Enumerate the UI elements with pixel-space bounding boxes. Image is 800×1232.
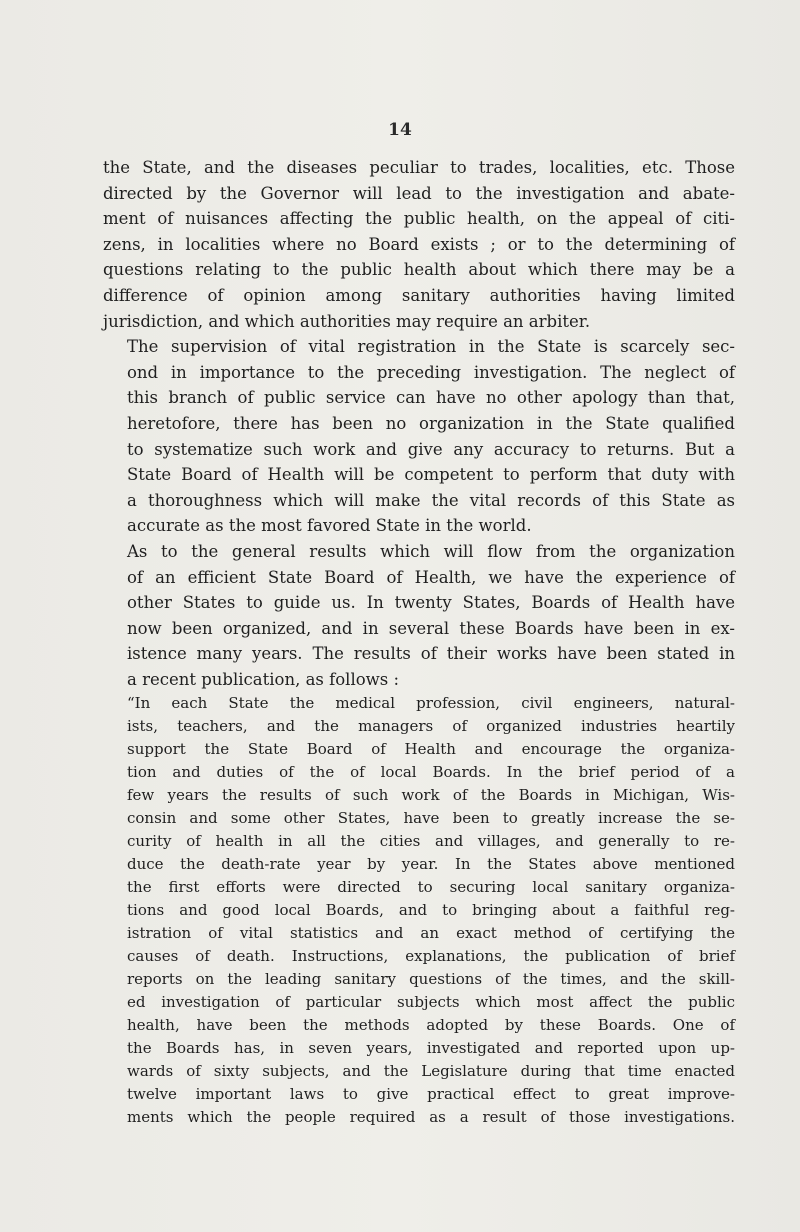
quote-line: wards of sixty subjects, and the Legislature during that time enacted <box>127 1062 735 1081</box>
page-number: 14 <box>388 120 412 140</box>
text-line: this branch of public service can have no other apology than that, <box>127 388 735 408</box>
text-line: ment of nuisances affecting the public health, on the appeal of citi- <box>103 209 735 229</box>
body-text <box>103 155 735 1129</box>
quote-line: ments which the people required as a result of those investigations. <box>127 1108 735 1127</box>
text-line: jurisdiction, and which authorities may require an arbiter. <box>103 311 591 331</box>
quote-line: the Boards has, in seven years, investigated and reported upon up- <box>127 1039 735 1058</box>
text-line: now been organized, and in several these Boards have been in ex- <box>127 618 735 638</box>
text-line: a thoroughness which will make the vital records of this State as <box>127 490 735 510</box>
quote-line: causes of death. Instructions, explanations, the publication of brief <box>127 947 735 966</box>
quote-line: istration of vital statistics and an exact method of certifying the <box>127 924 735 943</box>
text-line: zens, in localities where no Board exists ; or to the determining of <box>103 234 735 254</box>
text-line: other States to guide us. In twenty States, Boards of Health have <box>127 593 735 613</box>
paragraph-2 <box>103 334 735 539</box>
paragraph-1 <box>103 155 735 334</box>
text-line: directed by the Governor will lead to the investigation and abate- <box>103 183 735 203</box>
quote-line: few years the results of such work of the Boards in Michigan, Wis- <box>127 786 735 805</box>
quote-paragraph <box>103 692 735 1129</box>
text-line: difference of opinion among sanitary authorities having limited <box>103 285 735 305</box>
quote-line: curity of health in all the cities and villages, and generally to re- <box>127 832 735 851</box>
text-line: accurate as the most favored State in the world. <box>127 516 532 536</box>
paragraph-3 <box>103 539 735 693</box>
text-line: ond in importance to the preceding investigation. The neglect of <box>127 362 735 382</box>
text-line: a recent publication, as follows : <box>127 669 400 689</box>
text-line: The supervision of vital registration in the State is scarcely sec- <box>127 337 735 357</box>
quote-line: duce the death-rate year by year. In the States above mentioned <box>127 855 735 874</box>
quote-line: reports on the leading sanitary questions of the times, and the skill- <box>127 970 735 989</box>
quote-line: twelve important laws to give practical effect to great improve- <box>127 1085 735 1104</box>
quote-line: “In each State the medical profession, civil engineers, natural- <box>127 694 735 713</box>
main-paragraphs <box>103 155 735 692</box>
text-line: of an efficient State Board of Health, we have the experience of <box>127 567 735 587</box>
quote-line: the first efforts were directed to securing local sanitary organiza- <box>127 878 735 897</box>
text-line: the State, and the diseases peculiar to trades, localities, etc. Those <box>103 158 735 177</box>
text-line: heretofore, there has been no organization in the State qualified <box>127 413 735 433</box>
quote-line: consin and some other States, have been to greatly increase the se- <box>127 809 735 828</box>
quote-line: health, have been the methods adopted by these Boards. One of <box>127 1016 735 1035</box>
quote-line: tions and good local Boards, and to bringing about a faithful reg- <box>127 901 735 920</box>
quote-line: tion and duties of the of local Boards. In the brief period of a <box>127 763 735 782</box>
quote-line: ists, teachers, and the managers of organized industries heartily <box>127 717 735 736</box>
quoted-passage <box>103 692 735 1129</box>
text-line: State Board of Health will be competent to perform that duty with <box>127 465 735 485</box>
text-line: questions relating to the public health about which there may be a <box>103 260 735 280</box>
quote-line: support the State Board of Health and encourage the organiza- <box>127 740 735 759</box>
quote-line: ed investigation of particular subjects which most affect the public <box>127 993 735 1012</box>
text-line: As to the general results which will flow from the organization <box>127 541 735 561</box>
text-line: to systematize such work and give any accuracy to returns. But a <box>127 439 735 459</box>
text-line: istence many years. The results of their works have been stated in <box>127 644 735 664</box>
